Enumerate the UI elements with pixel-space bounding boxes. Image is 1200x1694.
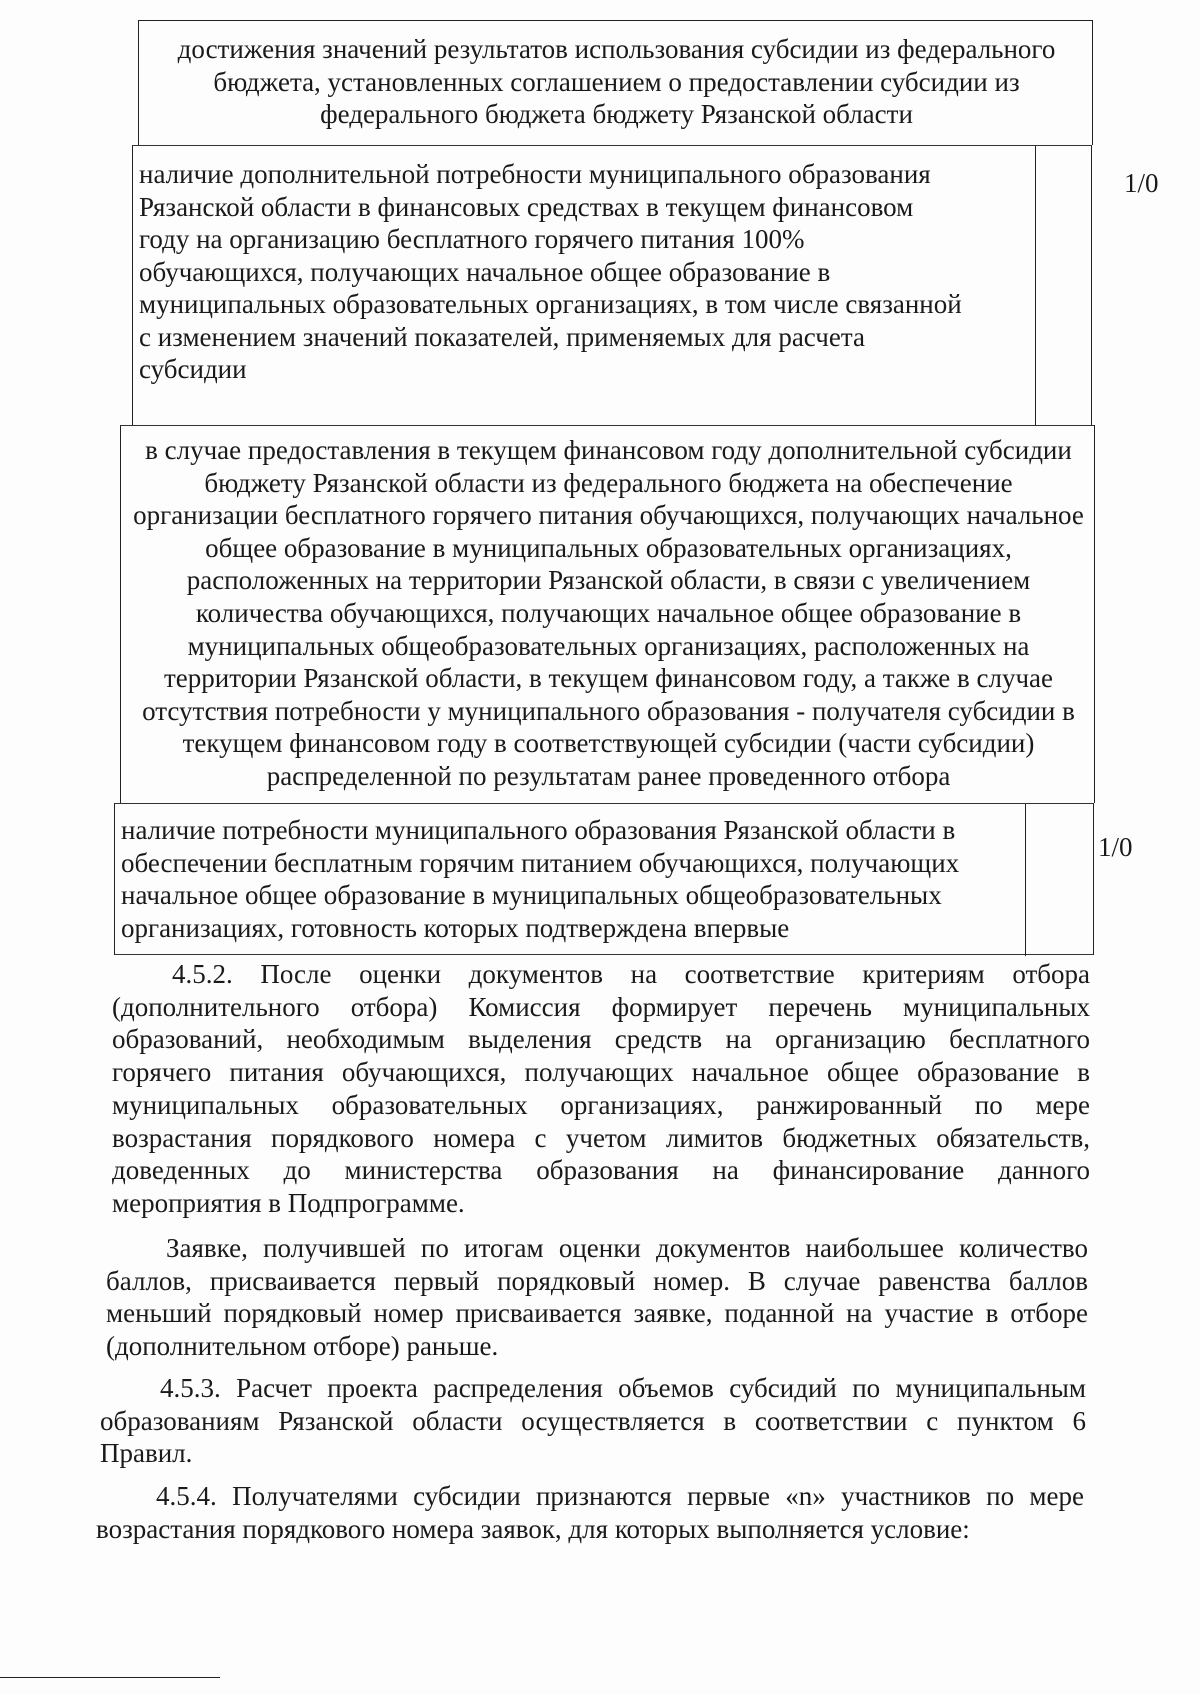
score-column	[1035, 146, 1159, 426]
paragraph-line: муниципальных образовательных организациях, ранжированный по мере	[112, 1089, 1090, 1120]
paragraph-line: мероприятия в Подпрограмме.	[112, 1187, 465, 1218]
group1-header-line: достижения значений результатов использования субсидии из федерального	[177, 34, 1056, 64]
criterion2-line: начальное общее образование в муниципальных общеобразовательных	[121, 880, 942, 910]
group2-header-line: отсутствия потребности у муниципального образования - получателя субсидии в	[142, 695, 1075, 726]
footnote-separator	[0, 1677, 220, 1678]
paragraph-line: меньший порядковый номер присваивается заявке, поданной на участие в отборе	[106, 1298, 1088, 1329]
criterion2-text	[121, 814, 1026, 944]
score-column	[1025, 804, 1133, 956]
criterion1-line: муниципальных образовательных организациях, в том числе связанной	[139, 289, 962, 319]
group2-header-line: общее образование в муниципальных образовательных организациях,	[205, 532, 1012, 563]
criterion2-line: организациях, готовность которых подтверждена впервые	[121, 912, 790, 943]
group2-header-line: количества обучающихся, получающих начальное общее образование в	[195, 597, 1022, 628]
criteria-table-group1	[138, 20, 1093, 145]
criterion2-line: обеспечении бесплатным горячим питанием обучающихся, получающих	[121, 847, 960, 878]
criterion1-line: наличие дополнительной потребности муниципального образования	[139, 159, 931, 189]
criterion1-line: Рязанской области в финансовых средствах в текущем финансовом	[139, 191, 914, 222]
criteria-table-row1	[132, 145, 1159, 425]
group2-header-line: расположенных на территории Рязанской области, в связи с увеличением	[186, 565, 1031, 596]
paragraph-line: доведенных до министерства образования на финансирование данного	[112, 1155, 1090, 1186]
paragraph-line: 4.5.2. После оценки документов на соответствие критериям отбора	[172, 959, 1090, 989]
score1-value: 1/0	[1124, 168, 1159, 198]
group2-header-text	[121, 434, 1096, 793]
paragraph-line: Заявке, получившей по итогам оценки документов наибольшее количество	[166, 1233, 1088, 1263]
group2-header-line: распределенной по результатам ранее проведенного отбора	[266, 760, 951, 791]
paragraph-line: 4.5.4. Получателями субсидии признаются первые «n» участников по мере	[156, 1481, 1084, 1511]
criterion2-line: наличие потребности муниципального образования Рязанской области в	[121, 815, 956, 845]
criterion1-line: с изменением значений показателей, применяемых для расчета	[139, 321, 865, 352]
group2-header-line: текущем финансовом году в соответствующей субсидии (части субсидии)	[182, 728, 1035, 759]
paragraph-line: (дополнительном отборе) раньше.	[106, 1331, 499, 1362]
group1-header-line: федерального бюджета бюджету Рязанской области	[320, 99, 913, 129]
criterion1-line: году на организацию бесплатного горячего питания 100%	[139, 224, 805, 254]
group2-header-line: муниципальных общеобразовательных организациях, расположенных на	[187, 630, 1030, 661]
paragraph-4-5-3	[100, 1372, 1086, 1470]
paragraph-line: (дополнительного отбора) Комиссия формирует перечень муниципальных	[112, 991, 1090, 1022]
criteria-table-row2	[114, 803, 1133, 955]
group2-header-line: в случае предоставления в текущем финансовом году дополнительной субсидии	[145, 435, 1072, 465]
paragraph-line: образований, необходимым выделения средств на организацию бесплатного	[112, 1024, 1090, 1055]
group1-header-text	[159, 33, 1074, 131]
paragraph-line: 4.5.3. Расчет проекта распределения объемов субсидий по муниципальным	[160, 1373, 1086, 1403]
paragraph-line: возрастания порядкового номера с учетом лимитов бюджетных обязательств,	[112, 1122, 1090, 1153]
paragraph-line: Правил.	[100, 1438, 193, 1469]
criterion1-line: субсидии	[139, 354, 247, 384]
group2-header-line: территории Рязанской области, в текущем финансовом году, а также в случае	[164, 663, 1053, 694]
group2-header-line: бюджету Рязанской области из федерального бюджета на обеспечение	[204, 467, 1013, 498]
group1-header-line: бюджета, установленных соглашением о предоставлении субсидии из	[213, 66, 1020, 97]
criterion1-text	[139, 158, 1039, 386]
criteria-table-group2	[120, 425, 1095, 803]
paragraph-line: возрастания порядкового номера заявок, для которых выполняется условие:	[96, 1513, 970, 1544]
paragraph-line: горячего питания обучающихся, получающих начальное общее образование в	[112, 1057, 1090, 1088]
paragraph-4-5-4	[96, 1480, 1084, 1545]
criterion1-line: обучающихся, получающих начальное общее образование в	[139, 256, 831, 287]
score2-value: 1/0	[1098, 832, 1133, 862]
paragraph-line: образованиям Рязанской области осуществляется в соответствии с пунктом 6	[100, 1405, 1086, 1436]
group2-header-line: организации бесплатного горячего питания обучающихся, получающих начальное	[133, 500, 1084, 531]
paragraph-line: баллов, присваивается первый порядковый номер. В случае равенства баллов	[106, 1265, 1088, 1296]
paragraph-4-5-2	[112, 958, 1090, 1220]
paragraph-ranking	[106, 1232, 1088, 1363]
